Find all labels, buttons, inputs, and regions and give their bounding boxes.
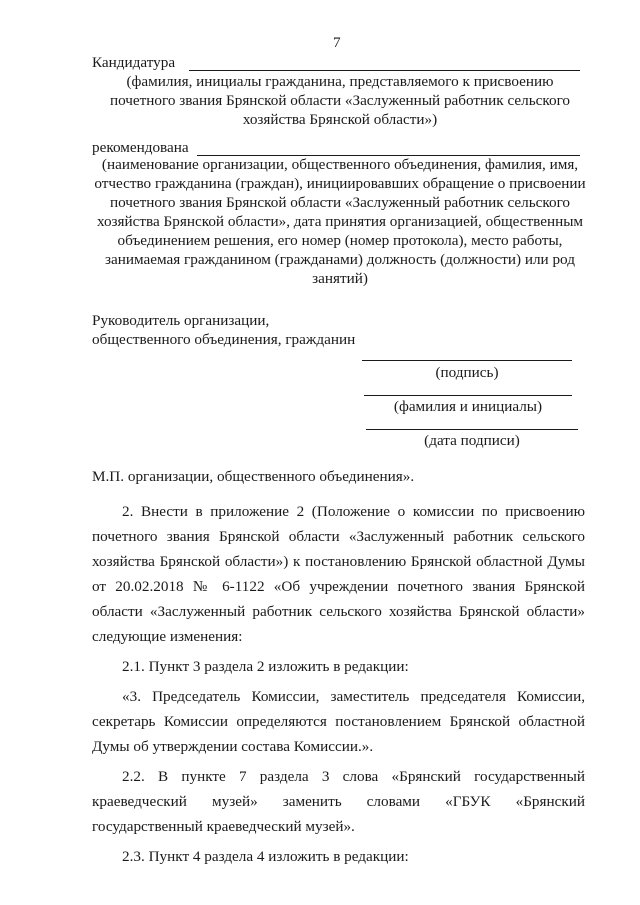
caption-line: (наименование организации, общественного объединения, фамилия, имя, <box>101 156 579 173</box>
caption-line: почетного звания Брянской области «Заслуженный работник сельского <box>109 194 571 211</box>
paragraph-line: «3. Председатель Комиссии, заместитель председателя Комиссии, <box>122 688 585 705</box>
candidate-fill-line <box>189 70 580 71</box>
page-number: 7 <box>333 34 341 51</box>
caption-line: занятий) <box>312 270 368 287</box>
paragraph-line: краеведческий музей» заменить словами «ГБУК «Брянский <box>92 793 585 810</box>
paragraph-line: секретарь Комиссии определяются постановлением Брянской областной <box>92 713 585 730</box>
caption-line: хозяйства Брянской области») <box>242 111 438 128</box>
caption-line: (фамилия, инициалы гражданина, представляемого к присвоению <box>126 73 554 90</box>
paragraph-line: от 20.02.2018 № 6-1122 «Об учреждении почетного звания Брянской <box>92 578 585 595</box>
signature-caption: (подпись) <box>435 364 499 381</box>
caption-line: почетного звания Брянской области «Заслуженный работник сельского <box>109 92 571 109</box>
paragraph-line: 2.2. В пункте 7 раздела 3 слова «Брянский государственный <box>122 768 585 785</box>
candidate-label: Кандидатура <box>92 54 176 71</box>
recommended-caption <box>60 155 620 288</box>
name-line <box>364 395 572 396</box>
paragraph-line: государственный краеведческий музей». <box>92 818 355 835</box>
caption-line: хозяйства Брянской области», дата принятия организацией, общественным <box>96 213 584 230</box>
paragraph-line: следующие изменения: <box>92 628 243 645</box>
head-title-line: Руководитель организации, <box>92 312 270 329</box>
caption-line: занимаемая гражданином (гражданами) должность (должности) или род <box>105 251 575 268</box>
paragraph-line: 2.1. Пункт 3 раздела 2 изложить в редакции: <box>122 658 409 675</box>
name-caption: (фамилия и инициалы) <box>393 398 543 415</box>
paragraph-line: почетного звания Брянской области «Заслуженный работник сельского <box>92 528 585 545</box>
date-caption: (дата подписи) <box>424 432 520 449</box>
paragraph-line: 2.3. Пункт 4 раздела 4 изложить в редакции: <box>122 848 409 865</box>
caption-line: отчество гражданина (граждан), инициировавших обращение о присвоении <box>94 175 586 192</box>
signature-line <box>362 360 572 361</box>
date-line <box>366 429 578 430</box>
recommended-label: рекомендована <box>92 139 189 156</box>
stamp-line: М.П. организации, общественного объединения». <box>92 468 415 485</box>
candidate-caption <box>60 72 620 129</box>
caption-line: объединением решения, его номер (номер протокола), место работы, <box>117 232 563 249</box>
head-title-line: общественного объединения, гражданин <box>92 331 356 348</box>
paragraph-line: хозяйства Брянской области») к постановлению Брянской областной Думы <box>92 553 585 570</box>
paragraph-line: 2. Внести в приложение 2 (Положение о комиссии по присвоению <box>122 503 585 520</box>
paragraph-line: области «Заслуженный работник сельского хозяйства Брянской области» <box>92 603 585 620</box>
paragraph-line: Думы об утверждении состава Комиссии.». <box>92 738 374 755</box>
